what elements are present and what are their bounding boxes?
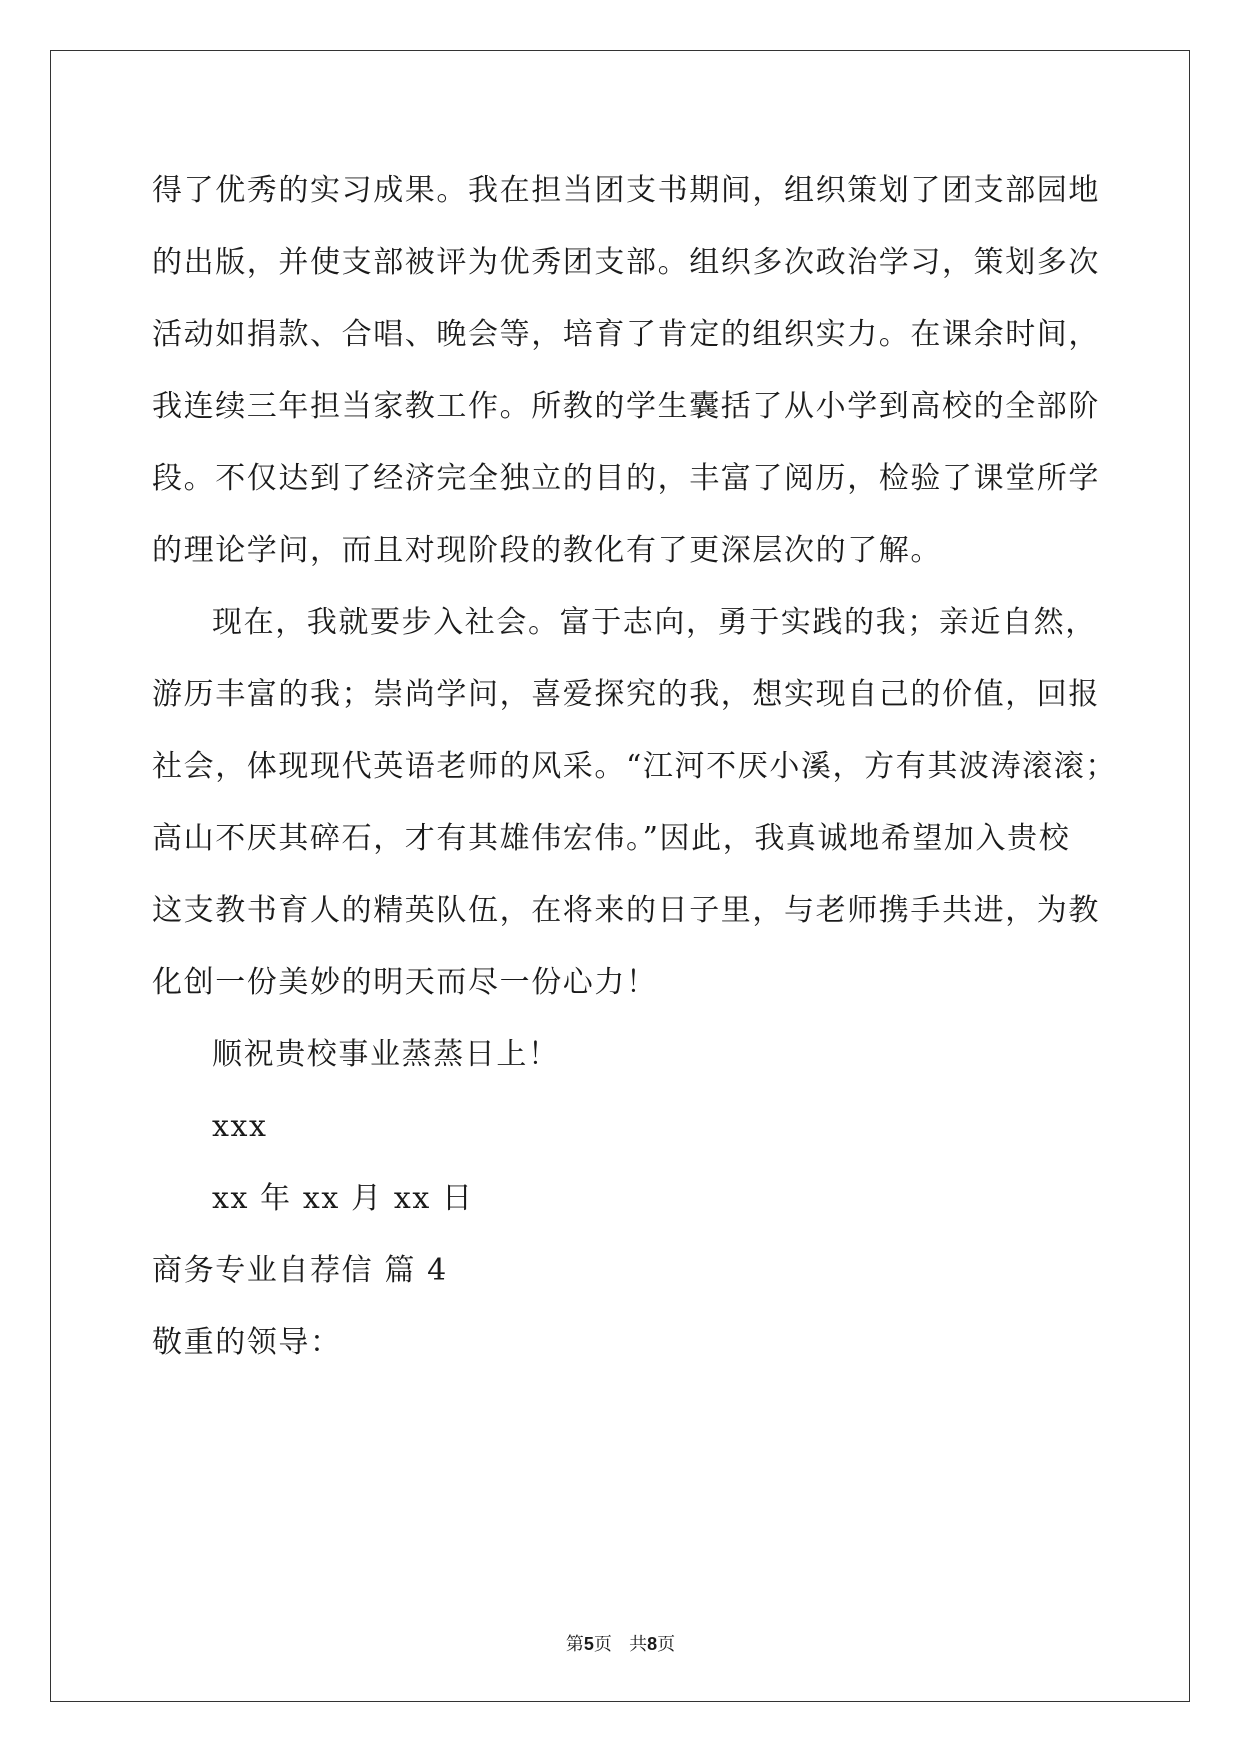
body-line-12: 化创一份美妙的明天而尽一份心力！ (152, 965, 658, 1000)
footer-total-prefix: 共 (629, 1634, 648, 1655)
body-line-1: 得了优秀的实习成果。我在担当团支书期间，组织策划了团支部园地 (152, 173, 1100, 208)
signature: xxx (212, 1109, 268, 1144)
footer-total-suffix: 页 (657, 1634, 676, 1655)
page-border (50, 50, 1190, 1702)
body-line-10: 高山不厌其碎石，才有其雄伟宏伟。”因此，我真诚地希望加入贵校 (152, 821, 1071, 856)
body-line-3: 活动如捐款、合唱、晚会等，培育了肯定的组织实力。在课余时间， (152, 317, 1100, 352)
footer-page-prefix: 第 (565, 1634, 584, 1655)
footer-page-suffix: 页 (593, 1634, 612, 1655)
footer-total-pages: 8 (647, 1634, 658, 1654)
footer-page-number: 5 (583, 1634, 594, 1654)
closing-line: 顺祝贵校事业蒸蒸日上！ (212, 1037, 560, 1072)
body-line-9: 社会，体现现代英语老师的风采。“江河不厌小溪，方有其波涛滚滚； (152, 749, 1117, 784)
body-line-7: 现在，我就要步入社会。富于志向，勇于实践的我；亲近自然， (212, 605, 1097, 640)
body-line-5: 段。不仅达到了经济完全独立的目的，丰富了阅历，检验了课堂所学 (152, 461, 1100, 496)
salutation: 敬重的领导： (152, 1325, 342, 1360)
page-footer (0, 1632, 1241, 1657)
date-line: xx 年 xx 月 xx 日 (212, 1181, 474, 1216)
body-line-4: 我连续三年担当家教工作。所教的学生囊括了从小学到高校的全部阶 (152, 389, 1100, 424)
section-title: 商务专业自荐信 篇 4 (152, 1253, 448, 1288)
body-line-11: 这支教书育人的精英队伍，在将来的日子里，与老师携手共进，为教 (152, 893, 1100, 928)
body-line-2: 的出版，并使支部被评为优秀团支部。组织多次政治学习，策划多次 (152, 245, 1100, 280)
body-line-6: 的理论学问，而且对现阶段的教化有了更深层次的了解。 (152, 533, 942, 568)
body-line-8: 游历丰富的我；崇尚学问，喜爱探究的我，想实现自己的价值，回报 (152, 677, 1100, 712)
